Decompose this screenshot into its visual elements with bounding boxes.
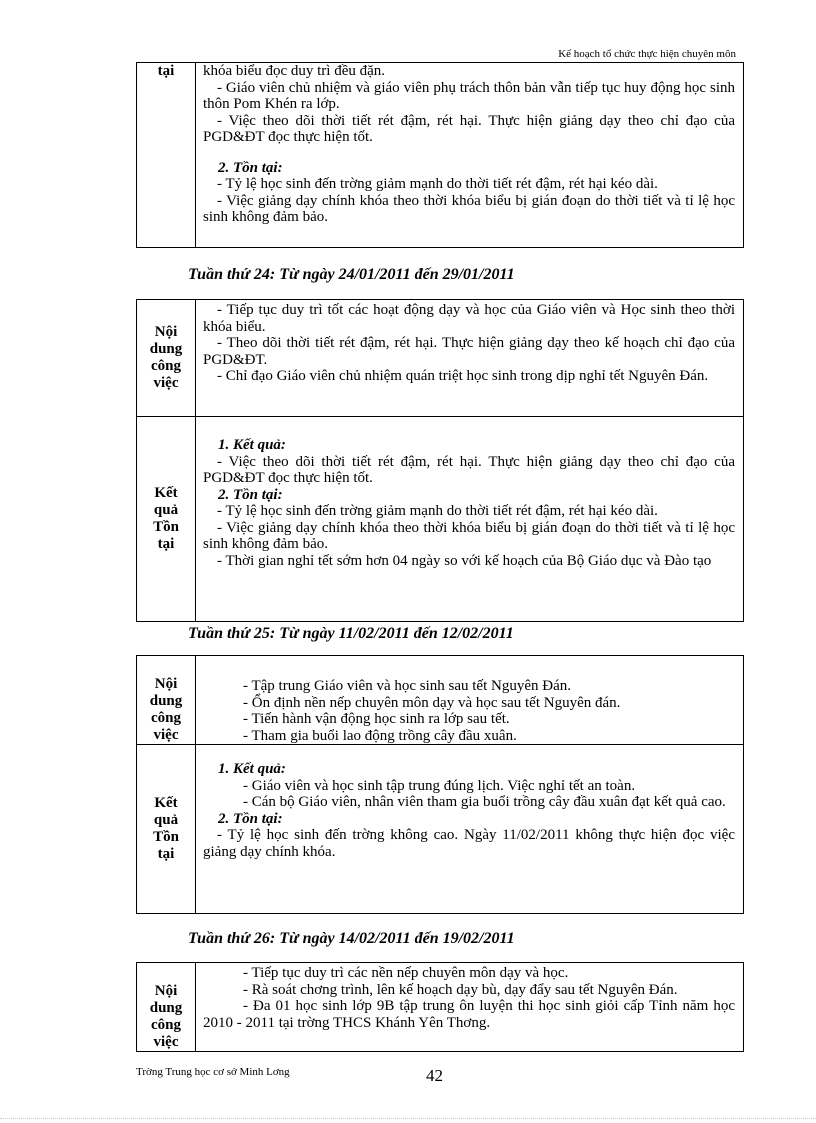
row-label-noi-dung: [137, 300, 196, 416]
text-line: - Tham gia buổi lao động trồng cây đầu xuân.: [243, 727, 517, 744]
text-line: - Việc theo dõi thời tiết rét đậm, rét hại. Thực hiện giảng dạy theo chỉ đạo của PGD&ĐT đọc thực hiện tốt.: [203, 112, 735, 145]
label-line: việc: [153, 1034, 179, 1050]
subheading: 2. Tồn tại:: [218, 810, 283, 827]
row-content: [196, 300, 743, 416]
label-line: việc: [153, 727, 179, 743]
text-line: - Việc giảng dạy chính khóa theo thời khóa biểu bị gián đoạn do thời tiết và tỉ lệ học sinh không đảm bảo.: [203, 519, 735, 552]
text-line: - Chỉ đạo Giáo viên chủ nhiệm quán triệt học sinh trong dịp nghỉ tết Nguyên Đán.: [217, 368, 709, 384]
text-line: - Tỷ lệ học sinh đến trờng không cao. Ngày 11/02/2011 không thực hiện đọc việc giảng dạy chính khóa.: [203, 827, 735, 860]
text-line: - Tiếp tục duy trì các nền nếp chuyên môn dạy và học.: [243, 965, 569, 981]
row-label-ket-qua: [137, 745, 196, 913]
subheading: 1. Kết quả:: [218, 761, 286, 777]
week-26-table: [136, 962, 744, 1052]
label-line: Tồn: [153, 829, 179, 845]
label-line: tại: [157, 63, 175, 79]
label-line: Nội: [154, 324, 178, 340]
label-line: quả: [153, 502, 179, 518]
text-line: - Tập trung Giáo viên và học sinh sau tết Nguyên Đán.: [243, 678, 571, 694]
week-25-title: Tuần thứ 25: Từ ngày 11/02/2011 đến 12/02/2011: [188, 625, 514, 642]
row-content: [196, 963, 743, 1051]
subheading: 1. Kết quả:: [218, 437, 286, 453]
label-line: Tồn: [153, 519, 179, 535]
label-line: quả: [153, 812, 179, 828]
row-content: [196, 656, 743, 744]
text-line: - Thời gian nghỉ tết sớm hơn 04 ngày so với kế hoạch của Bộ Giáo dục và Đào tạo: [217, 552, 712, 569]
row-content: [196, 745, 743, 913]
text-line: - Theo dõi thời tiết rét đậm, rét hại. Thực hiện giảng dạy theo kế hoạch chỉ đạo của PGD&ĐT.: [203, 335, 735, 368]
row-label-noi-dung: [137, 656, 196, 744]
text-line: - Tỷ lệ học sinh đến trờng giảm mạnh do thời tiết rét đậm, rét hại kéo dài.: [217, 503, 658, 519]
label-line: tại: [157, 536, 175, 552]
text-line: - Việc giảng dạy chính khóa theo thời khóa biểu bị gián đoạn do thời tiết và tỉ lệ học sinh không đảm bảo.: [203, 192, 735, 225]
row-label-ket-qua: [137, 417, 196, 621]
continued-table: [136, 62, 744, 248]
row-label-tai: [137, 63, 196, 247]
text-line: - Giáo viên chủ nhiệm và giáo viên phụ trách thôn bản vẫn tiếp tục huy động học sinh thôn Pom Khén ra lớp.: [203, 79, 735, 112]
label-line: Nội: [154, 983, 178, 999]
week-24-title: Tuần thứ 24: Từ ngày 24/01/2011 đến 29/01/2011: [188, 266, 515, 283]
label-line: dung: [149, 1000, 183, 1016]
page-edge-divider: [0, 1118, 816, 1119]
text-line: - Ổn định nền nếp chuyên môn dạy và học sau tết Nguyên đán.: [243, 694, 621, 711]
running-header: Kế hoạch tổ chức thực hiện chuyên môn: [558, 48, 736, 60]
label-line: Kết: [154, 485, 178, 501]
text-line: khóa biểu đọc duy trì đều đặn.: [203, 63, 386, 79]
label-line: công: [151, 358, 181, 374]
footer-school: Trờng Trung học cơ sở Minh Lơng: [136, 1066, 290, 1078]
text-line: - Đa 01 học sinh lớp 9B tập trung ôn luyện thi học sinh giỏi cấp Tỉnh năm học 2010 - 2011 tại trờng THCS Khánh Yên Thơng.: [203, 998, 735, 1031]
text-line: - Giáo viên và học sinh tập trung đúng lịch. Việc nghỉ tết an toàn.: [243, 777, 636, 794]
label-line: việc: [153, 375, 179, 391]
text-line: - Tỷ lệ học sinh đến trờng giảm mạnh do thời tiết rét đậm, rét hại kéo dài.: [217, 176, 658, 192]
text-line: - Tiến hành vận động học sinh ra lớp sau tết.: [243, 711, 510, 727]
subheading: 2. Tồn tại:: [218, 486, 283, 503]
label-line: tại: [157, 846, 175, 862]
text-line: - Tiếp tục duy trì tốt các hoạt động dạy và học của Giáo viên và Học sinh theo thời khóa biểu.: [203, 302, 735, 335]
page-number: 42: [426, 1066, 443, 1085]
subheading: 2. Tồn tại:: [218, 159, 283, 176]
row-content: [196, 63, 743, 247]
label-line: công: [151, 710, 181, 726]
week-25-table: [136, 655, 744, 914]
label-line: Kết: [154, 795, 178, 811]
row-label-noi-dung: [137, 963, 196, 1051]
text-line: - Cán bộ Giáo viên, nhân viên tham gia buổi trồng cây đầu xuân đạt kết quả cao.: [243, 794, 726, 810]
week-24-table: [136, 299, 744, 622]
text-line: - Việc theo dõi thời tiết rét đậm, rét hại. Thực hiện giảng dạy theo chỉ đạo của PGD&ĐT đọc thực hiện tốt.: [203, 453, 735, 486]
week-26-title: Tuần thứ 26: Từ ngày 14/02/2011 đến 19/02/2011: [188, 930, 515, 947]
label-line: công: [151, 1017, 181, 1033]
text-line: - Rà soát chơng trình, lên kế hoạch dạy bù, dạy đẩy sau tết Nguyên Đán.: [243, 981, 678, 998]
label-line: dung: [149, 341, 183, 357]
label-line: dung: [149, 693, 183, 709]
label-line: Nội: [154, 676, 178, 692]
row-content: [196, 417, 743, 621]
